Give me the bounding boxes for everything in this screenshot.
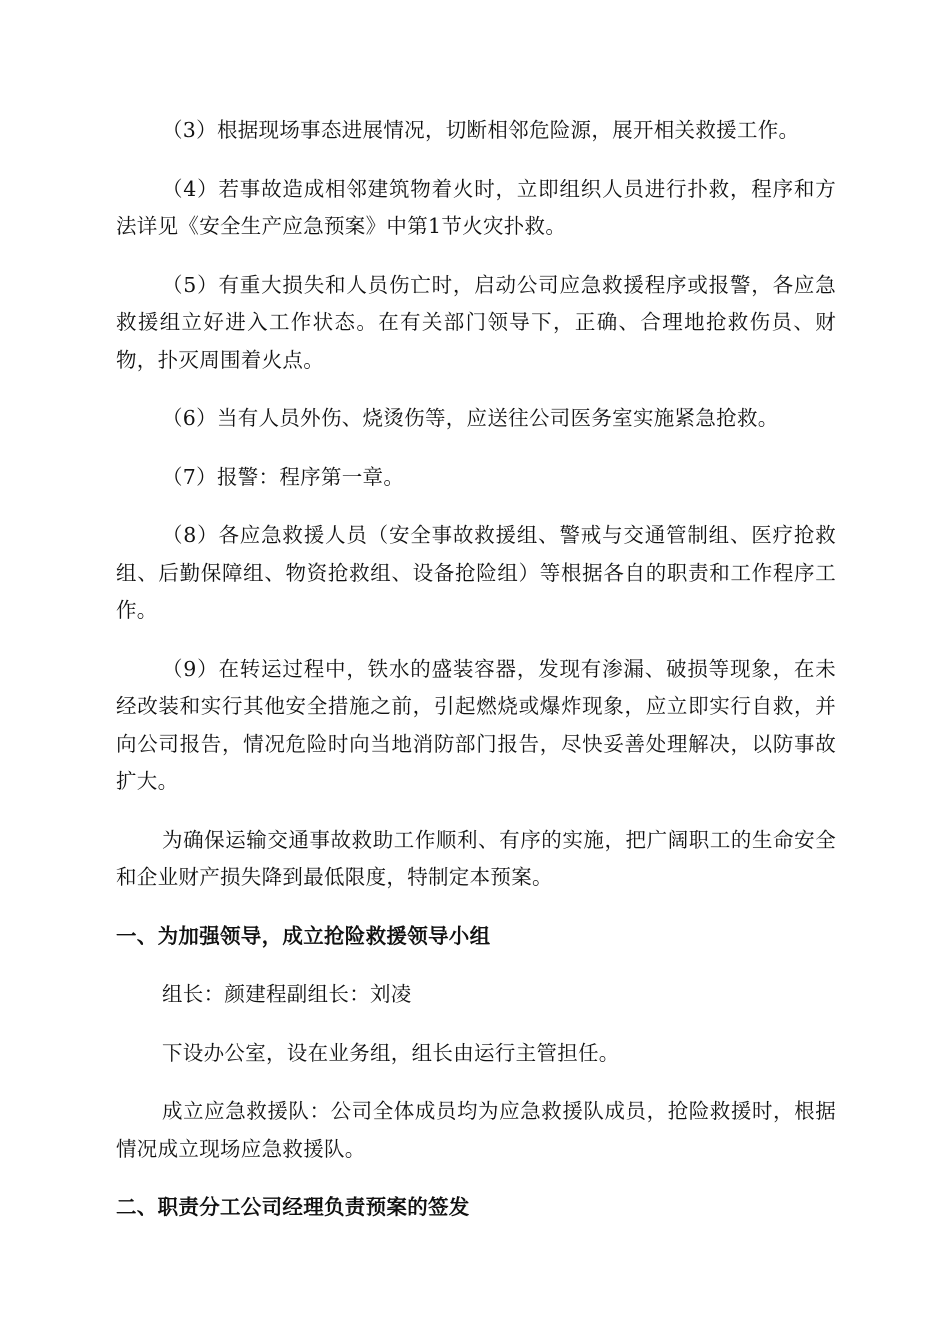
paragraph-office: 下设办公室，设在业务组，组长由运行主管担任。 <box>162 1040 620 1065</box>
paragraph-item-3: （3）根据现场事态进展情况，切断相邻危险源，展开相关救援工作。 <box>162 118 800 142</box>
section-heading-1: 一、为加强领导，成立抢险救援领导小组 <box>116 923 491 948</box>
paragraph-rescue-team: 成立应急救援队：公司全体成员均为应急救援队成员，抢险救援时，根据情况成立现场应急救援队。 <box>116 1099 836 1161</box>
paragraph-item-5: （5）有重大损失和人员伤亡时，启动公司应急救援程序或报警，各应急救援组立好进入工作状态。在有关部门领导下，正确、合理地抢救伤员、财物，扑灭周围着火点。 <box>116 272 836 372</box>
paragraph-purpose: 为确保运输交通事故救助工作顺利、有序的实施，把广阔职工的生命安全和企业财产损失降到最低限度，特制定本预案。 <box>116 827 836 889</box>
paragraph-item-9: （9）在转运过程中，铁水的盛装容器，发现有渗漏、破损等现象，在未经改装和实行其他安全措施之前，引起燃烧或爆炸现象，应立即实行自救，并向公司报告，情况危险时向当地消防部门报告，尽快妥善处理解决，以防事故扩大。 <box>116 656 836 793</box>
section-heading-2: 二、职责分工公司经理负责预案的签发 <box>116 1195 470 1219</box>
paragraph-item-8: （8）各应急救援人员（安全事故救援组、警戒与交通管制组、医疗抢救组、后勤保障组、物资抢救组、设备抢险组）等根据各自的职责和工作程序工作。 <box>116 523 836 622</box>
paragraph-leaders: 组长：颜建程副组长：刘凌 <box>162 982 412 1006</box>
paragraph-item-4: （4）若事故造成相邻建筑物着火时，立即组织人员进行扑救，程序和方法详见《安全生产应急预案》中第1节火灾扑救。 <box>116 176 836 238</box>
paragraph-item-7: （7）报警：程序第一章。 <box>162 464 405 489</box>
paragraph-item-6: （6）当有人员外伤、烧烫伤等，应送往公司医务室实施紧急抢救。 <box>162 406 779 430</box>
document-page <box>116 112 836 1248</box>
